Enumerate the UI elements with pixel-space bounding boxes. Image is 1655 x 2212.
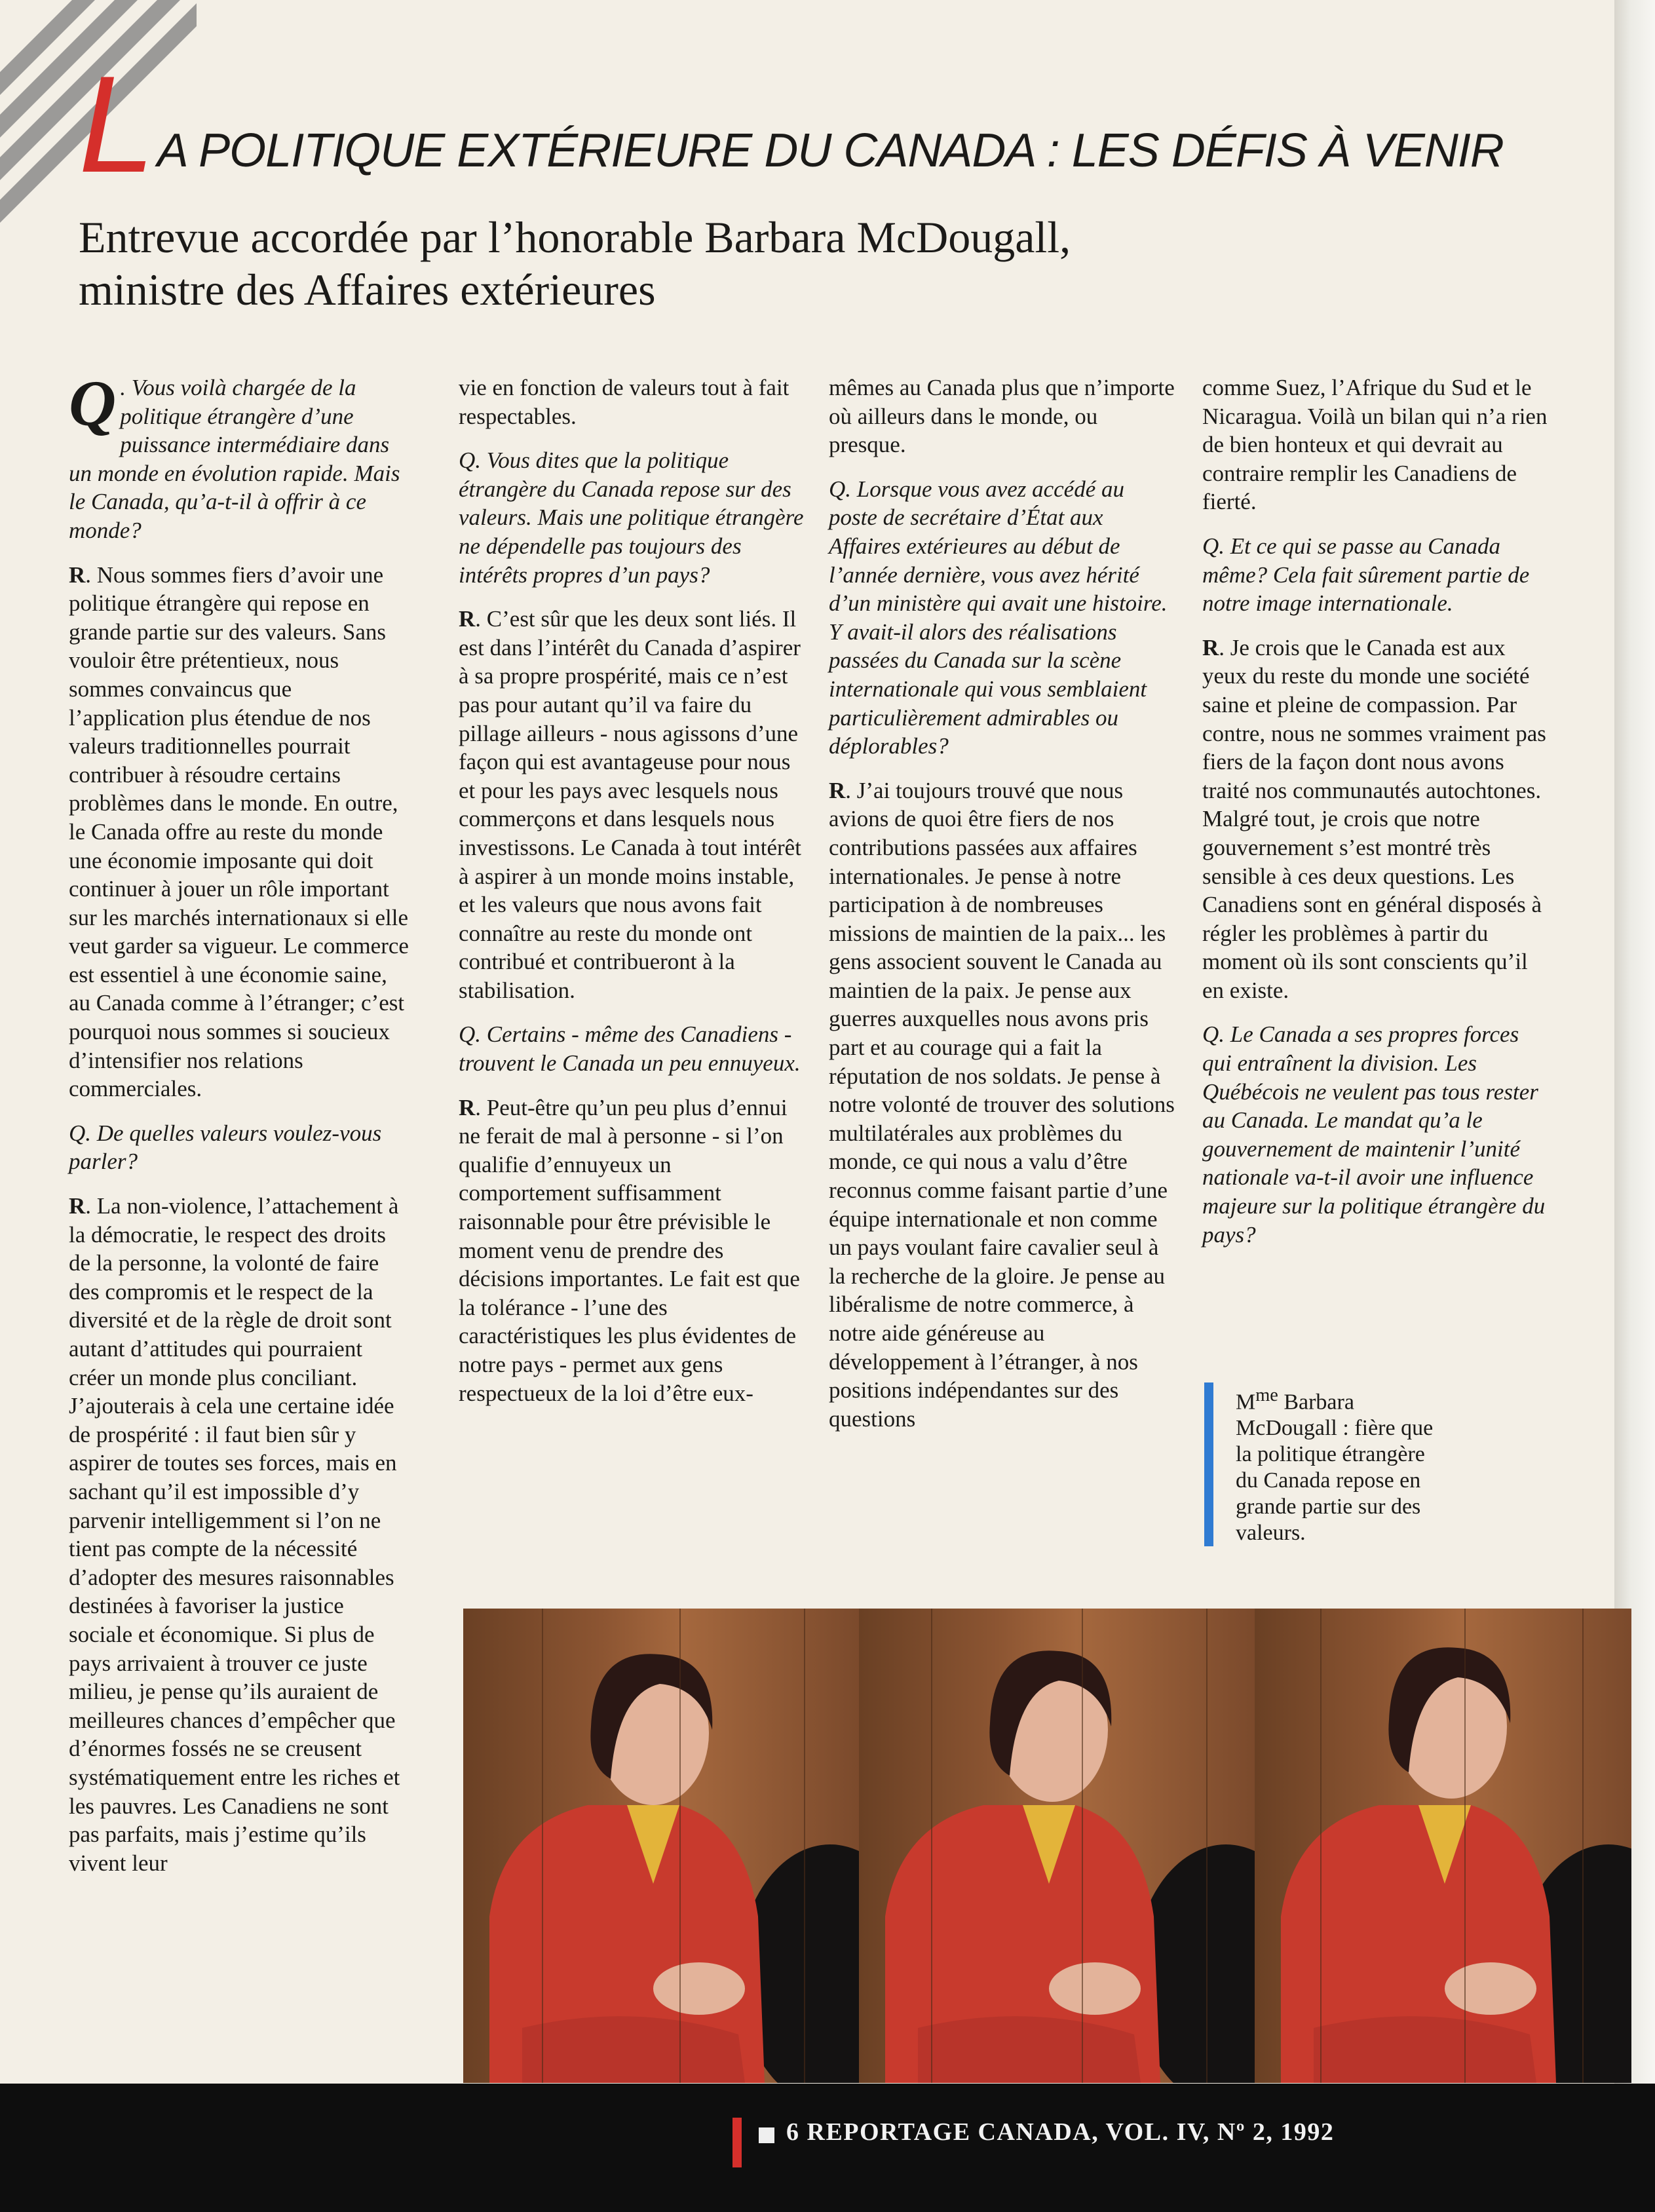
- text-column-1: [69, 367, 409, 1893]
- question-3-text: Vous dites que la politique étrangère du Canada repose sur des valeurs. Mais une politique étrangère ne dépendelle pas toujours des intérêts propres d’un pays?: [459, 448, 804, 588]
- footer-square-bullet: [759, 2127, 774, 2143]
- woman-portrait-illustration: [859, 1609, 1255, 2083]
- photo-frame-3: [1255, 1609, 1631, 2083]
- woman-portrait-illustration: [463, 1609, 859, 2083]
- question-label: Q: [829, 476, 846, 502]
- question-label: Q: [1202, 533, 1219, 559]
- answer-label: R: [69, 1193, 86, 1219]
- footer-bar: [0, 2084, 1655, 2212]
- question-1: [69, 367, 409, 545]
- question-4-text: Certains - même des Canadiens - trouvent le Canada un peu ennuyeux.: [459, 1021, 801, 1077]
- answer-4-text: Peut-être qu’un peu plus d’ennui ne ferait de mal à personne - si l’on qualifie d’ennuyeux un comportement suffisamment raisonnable pour être prévisible le moment venu de prendre des décisions importantes. Le fait est que la tolérance - l’une des caractéristiques les plus évidentes de notre pays - permet aux gens respectueux de la loi d’être eux-: [459, 1094, 800, 1406]
- answer-label: R: [69, 562, 86, 588]
- answer-4-continued: mêmes au Canada plus que n’importe où ailleurs dans le monde, ou presque.: [829, 375, 1175, 458]
- caption-prefix: M: [1236, 1390, 1256, 1415]
- photo-frame-2: [859, 1609, 1255, 2083]
- question-2: Q. De quelles valeurs voulez-vous parler?: [69, 1120, 382, 1175]
- answer-label: R: [829, 777, 846, 803]
- text-column-3: [829, 373, 1176, 1449]
- answer-2: R. La non-violence, l’attachement à la démocratie, le respect des droits de la personne, la volonté de faire des compromis et le respect de la diversité et de la règle de droit sont autant d’attitudes qui pourraient créer un monde plus conciliant. J’ajouterais à cela une certaine idée de prospérité : il faut bien sûr y aspirer de toutes ses forces, mais en sachant qu’il est impossible d’y parvenir intelligemment si l’on ne tient pas compte de la nécessité d’adopter des mesures raisonnables destinées à favoriser la justice sociale et économique. Si plus de pays arrivaient à trouver ce juste milieu, je pense qu’ils auraient de meilleures chances d’empêcher que d’énormes fossés ne se creusent systématiquement entre les riches et les pauvres. Les Canadiens ne sont pas parfaits, mais j’estime qu’ils vivent leur: [69, 1193, 400, 1876]
- question-dropcap: Q: [69, 367, 117, 440]
- answer-6-text: Je crois que le Canada est aux yeux du reste du monde une société saine et pleine de compassion. Par contre, nous ne sommes vraiment pas fiers de la façon dont nous avons traité nos communautés autochtones. Malgré tout, je crois que notre gouvernement s’est montré très sensible à ces deux questions. Les Canadiens sont en général disposés à régler les problèmes à partir du moment où ils sont conscients qu’il en existe.: [1202, 634, 1546, 1003]
- caption-text: Barbara McDougall : fière que la politique étrangère du Canada repose en grande partie sur des valeurs.: [1236, 1390, 1434, 1546]
- title-text: A POLITIQUE EXTÉRIEURE DU CANADA : LES DÉFIS À VENIR: [157, 124, 1504, 177]
- answer-5: R. J’ai toujours trouvé que nous avions de quoi être fiers de nos contributions passées aux affaires internationales. Je pense à notre participation à de nombreuses missions de maintien de la paix... les gens associent souvent le Canada au maintien de la paix. Je pense aux guerres auxquelles nous avons pris part et au courage qui a fait la réputation de nos soldats. Je pense à notre volonté de trouver des solutions multilatérales aux problèmes du monde, ce qui nous a valu d’être reconnus comme faisant partie d’une équipe internationale et non comme un pays voulant faire cavalier seul à la recherche de la gloire. Je pense au libéralisme de notre commerce, à notre aide généreuse au développement à l’étranger, à nos positions indépendantes sur des questions: [829, 777, 1175, 1432]
- caption-superscript: me: [1255, 1385, 1278, 1405]
- subtitle-line-1: Entrevue accordée par l’honorable Barbara McDougall,: [79, 212, 1071, 262]
- article-subtitle: [79, 211, 1553, 316]
- question-3: Q. Vous dites que la politique étrangère du Canada repose sur des valeurs. Mais une politique étrangère ne dépendelle pas toujours des intérêts propres d’un pays?: [459, 448, 804, 588]
- question-7-text: Le Canada a ses propres forces qui entraînent la division. Les Québécois ne veulent pas tous rester au Canada. Le mandat qu’a le gouvernement de maintenir l’unité nationale va-t-il avoir une influence majeure sur la politique étrangère du pays?: [1202, 1021, 1546, 1248]
- question-5: Q. Lorsque vous avez accédé au poste de secrétaire d’État aux Affaires extérieures au début de l’année dernière, vous avez hérité d’un ministère qui avait une histoire. Y avait-il alors des réalisations passées du Canada sur la scène internationale qui vous semblaient particulièrement admirables ou déplorables?: [829, 476, 1168, 759]
- answer-4: R. Peut-être qu’un peu plus d’ennui ne ferait de mal à personne - si l’on qualifie d’ennuyeux un comportement suffisamment raisonnable pour être prévisible le moment venu de prendre des décisions importantes. Le fait est que la tolérance - l’une des caractéristiques les plus évidentes de notre pays - permet aux gens respectueux de la loi d’être eux-: [459, 1094, 800, 1406]
- woman-portrait-illustration: [1255, 1609, 1631, 2083]
- question-label: Q: [69, 1120, 86, 1146]
- answer-6: R. Je crois que le Canada est aux yeux du reste du monde une société saine et pleine de compassion. Par contre, nous ne sommes vraiment pas fiers de la façon dont nous avons traité nos communautés autochtones. Malgré tout, je crois que notre gouvernement s’est montré très sensible à ces deux questions. Les Canadiens sont en général disposés à régler les problèmes à partir du moment où ils sont conscients qu’il en existe.: [1202, 634, 1546, 1003]
- photo-frame-1: [463, 1609, 859, 2083]
- footer-red-accent: [732, 2118, 742, 2167]
- question-6: Q. Et ce qui se passe au Canada même? Cela fait sûrement partie de notre image internationale.: [1202, 533, 1530, 617]
- photo-caption-pullquote: [1204, 1382, 1445, 1546]
- question-1-text: . Vous voilà chargée de la politique étrangère d’une puissance intermédiaire dans un monde en évolution rapide. Mais le Canada, qu’a-t-il à offrir à ce monde?: [69, 375, 400, 543]
- answer-label: R: [459, 1094, 476, 1120]
- answer-5-continued: comme Suez, l’Afrique du Sud et le Nicaragua. Voilà un bilan qui n’a rien de bien honteux et qui devrait au contraire remplir les Canadiens de fierté.: [1202, 375, 1548, 515]
- answer-1-text: Nous sommes fiers d’avoir une politique étrangère qui repose en grande partie sur des valeurs. Sans vouloir être prétentieux, nous sommes convaincus que l’application plus étendue de nos valeurs traditionnelles pourrait contribuer à résoudre certains problèmes dans le monde. En outre, le Canada offre au reste du monde une économie imposante qui doit continuer à jouer un rôle important sur les marchés internationaux si elle veut garder sa vigueur. Le commerce est essentiel à une économie saine, au Canada comme à l’étranger; c’est pourquoi nous sommes si soucieux d’intensifier nos relations commerciales.: [69, 562, 409, 1102]
- answer-2-continued: vie en fonction de valeurs tout à fait respectables.: [459, 375, 789, 429]
- question-label: Q: [459, 1021, 476, 1048]
- answer-3-text: C’est sûr que les deux sont liés. Il est dans l’intérêt du Canada d’aspirer à sa propre prospérité, mais ce n’est pas pour autant qu’il va faire du pillage ailleurs - nous agissons d’une façon qui est avantageuse pour nous et pour les pays avec lesquels nous commerçons et dans lesquels nous investissons. Le Canada à tout intérêt à aspirer à un monde moins instable, et les valeurs que nous avons fait connaître au reste du monde ont contribué et contribueront à la stabilisation.: [459, 606, 801, 1003]
- text-column-4: [1202, 373, 1550, 1265]
- answer-label: R: [1202, 634, 1219, 660]
- text-column-2: [459, 373, 806, 1423]
- article-title: [79, 47, 1586, 201]
- answer-2-text: La non-violence, l’attachement à la démocratie, le respect des droits de la personne, la volonté de faire des compromis et le respect de la diversité et de la règle de droit sont autant d’attitudes qui pourraient créer un monde plus conciliant. J’ajouterais à cela une certaine idée de prospérité : il faut bien sûr y aspirer de toutes ses forces, mais en sachant qu’il est impossible d’y parvenir intelligemment si l’on ne tient pas compte de la nécessité d’adopter des mesures raisonnables destinées à favoriser la justice sociale et économique. Si plus de pays arrivaient à trouver ce juste milieu, je pense qu’ils auraient de meilleures chances d’empêcher que d’énormes fossés ne se creusent systématiquement entre les riches et les pauvres. Les Canadiens ne sont pas parfaits, mais j’estime qu’ils vivent leur: [69, 1193, 400, 1876]
- question-2-text: De quelles valeurs voulez-vous parler?: [69, 1120, 382, 1175]
- footer-folio: 6 REPORTAGE CANADA, VOL. IV, Nº 2, 1992: [786, 2118, 1335, 2146]
- answer-3: R. C’est sûr que les deux sont liés. Il est dans l’intérêt du Canada d’aspirer à sa propre prospérité, mais ce n’est pas pour autant qu’il va faire du pillage ailleurs - nous agissons d’une façon qui est avantageuse pour nous et pour les pays avec lesquels nous commerçons et dans lesquels nous investissons. Le Canada à tout intérêt à aspirer à un monde moins instable, et les valeurs que nous avons fait connaître au reste du monde ont contribué et contribueront à la stabilisation.: [459, 606, 801, 1003]
- answer-5-text: J’ai toujours trouvé que nous avions de quoi être fiers de nos contributions passées aux affaires internationales. Je pense à notre participation à de nombreuses missions de maintien de la paix... les gens associent souvent le Canada au maintien de la paix. Je pense aux guerres auxquelles nous avons pris part et au courage qui a fait la réputation de nos soldats. Je pense à notre volonté de trouver des solutions multilatérales aux problèmes du monde, ce qui nous a valu d’être reconnus comme faisant partie d’une équipe internationale et non comme un pays voulant faire cavalier seul à la recherche de la gloire. Je pense au libéralisme de notre commerce, à notre aide généreuse au développement à l’étranger, à nos positions indépendantes sur des questions: [829, 777, 1175, 1432]
- subtitle-line-2: ministre des Affaires extérieures: [79, 265, 656, 315]
- question-6-text: Et ce qui se passe au Canada même? Cela fait sûrement partie de notre image internationale.: [1202, 533, 1530, 617]
- answer-label: R: [459, 606, 476, 632]
- question-7: Q. Le Canada a ses propres forces qui entraînent la division. Les Québécois ne veulent pas tous rester au Canada. Le mandat qu’a le gouvernement de maintenir l’unité nationale va-t-il avoir une influence majeure sur la politique étrangère du pays?: [1202, 1021, 1546, 1248]
- answer-1: R. Nous sommes fiers d’avoir une politique étrangère qui repose en grande partie sur des valeurs. Sans vouloir être prétentieux, nous sommes convaincus que l’application plus étendue de nos valeurs traditionnelles pourrait contribuer à résoudre certains problèmes dans le monde. En outre, le Canada offre au reste du monde une économie imposante qui doit continuer à jouer un rôle important sur les marchés internationaux si elle veut garder sa vigueur. Le commerce est essentiel à une économie saine, au Canada comme à l’étranger; c’est pourquoi nous sommes si soucieux d’intensifier nos relations commerciales.: [69, 562, 409, 1102]
- question-label: Q: [459, 448, 476, 474]
- question-4: Q. Certains - même des Canadiens - trouvent le Canada un peu ennuyeux.: [459, 1021, 801, 1077]
- question-5-text: Lorsque vous avez accédé au poste de secrétaire d’État aux Affaires extérieures au début de l’année dernière, vous avez hérité d’un ministère qui avait une histoire. Y avait-il alors des réalisations passées du Canada sur la scène internationale qui vous semblaient particulièrement admirables ou déplorables?: [829, 476, 1168, 759]
- question-label: Q: [1202, 1021, 1219, 1048]
- title-dropcap: L: [79, 47, 155, 201]
